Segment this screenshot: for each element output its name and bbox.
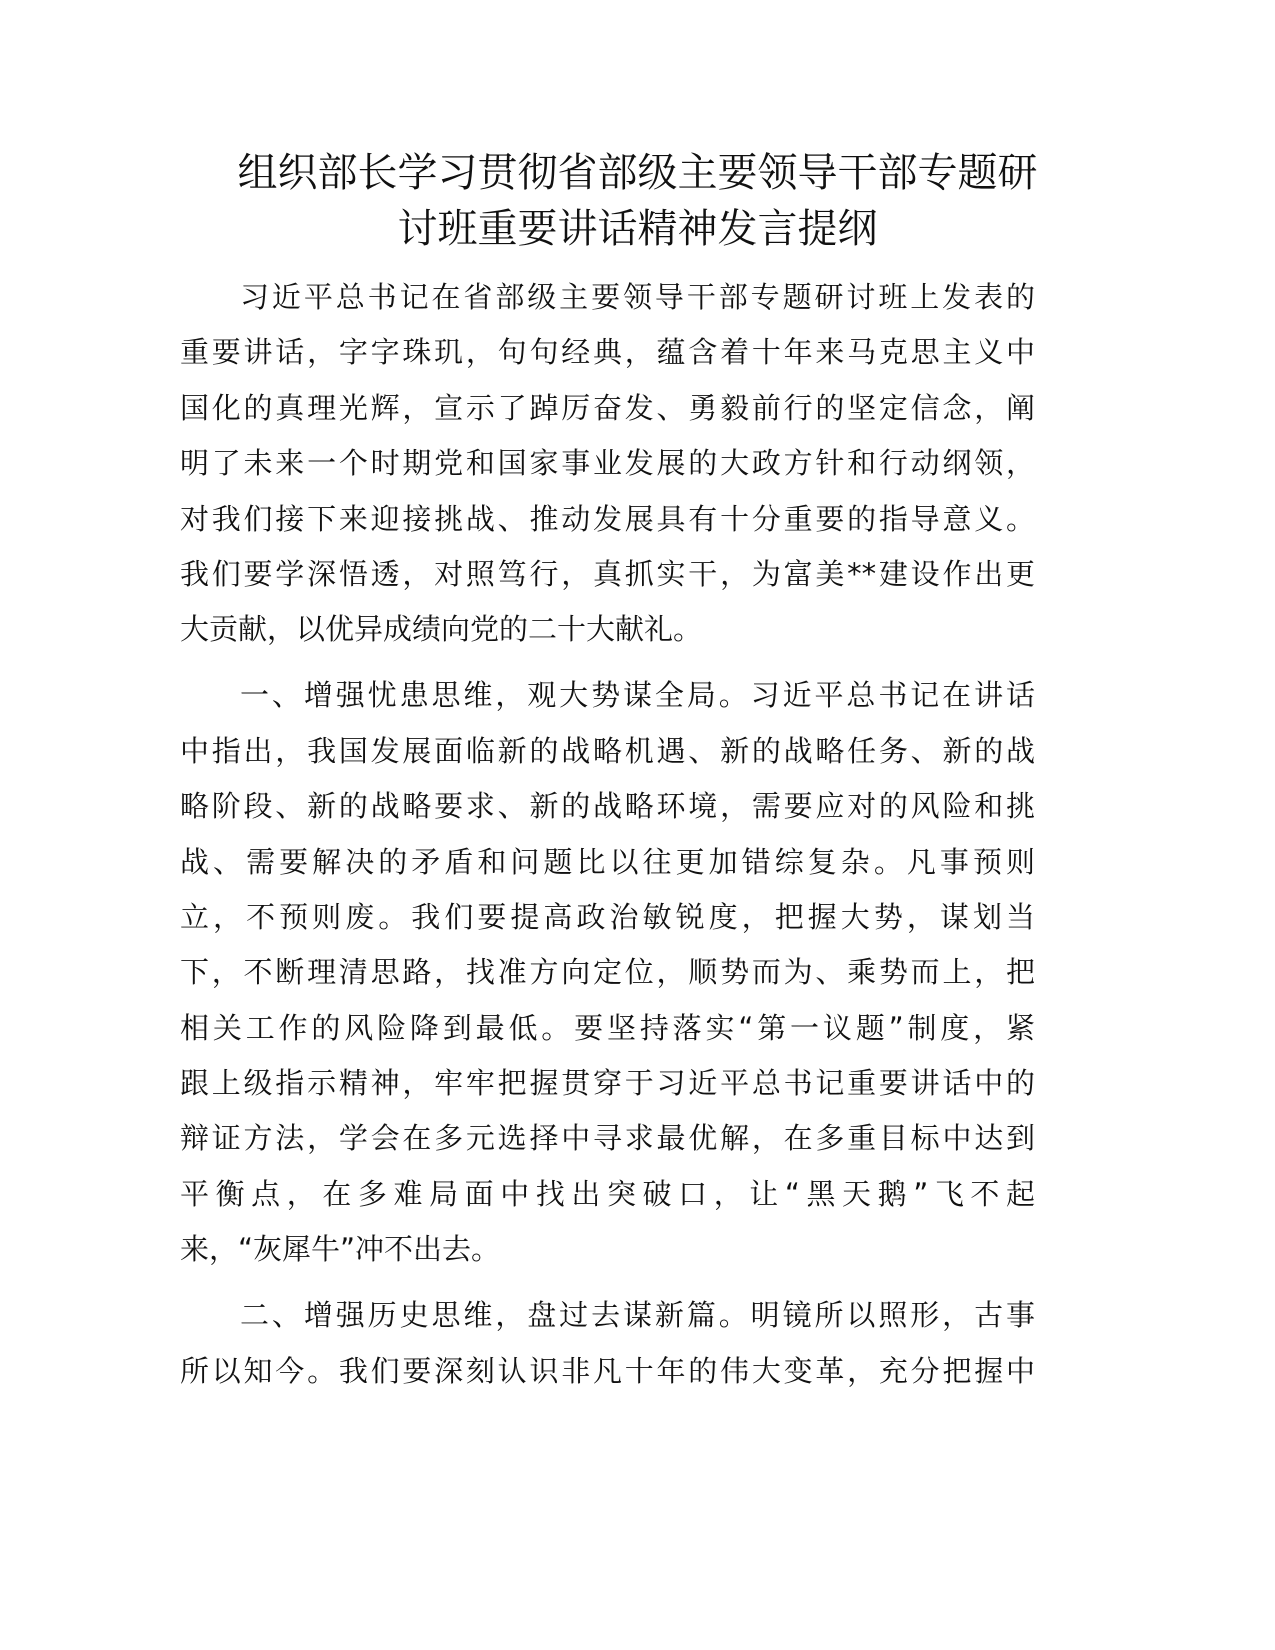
- paragraph-line: 战、需要解决的矛盾和问题比以往更加错综复杂。凡事预则: [180, 844, 1035, 879]
- title-line-2: 讨班重要讲话精神发言提纲: [397, 206, 878, 252]
- paragraph-line: 中指出，我国发展面临新的战略机遇、新的战略任务、新的战: [180, 733, 1035, 768]
- paragraph-line: 明了未来一个时期党和国家事业发展的大政方针和行动纲领，: [180, 446, 1035, 481]
- paragraph: [180, 270, 1035, 658]
- document-title: [150, 145, 1125, 257]
- paragraph-line: 习近平总书记在省部级主要领导干部专题研讨班上发表的: [240, 280, 1035, 314]
- paragraph-line: 对我们接下来迎接挑战、推动发展具有十分重要的指导意义。: [180, 501, 1035, 536]
- paragraph: [180, 1288, 1035, 1399]
- paragraph-line: 国化的真理光辉，宣示了踔厉奋发、勇毅前行的坚定信念，阐: [180, 390, 1035, 425]
- document-body: [180, 270, 1035, 1410]
- paragraph-line: 我们要学深悟透，对照笃行，真抓实干，为富美**建设作出更: [180, 556, 1035, 591]
- paragraph-line: 立，不预则废。我们要提高政治敏锐度，把握大势，谋划当: [180, 899, 1035, 934]
- title-line-1: 组织部长学习贯彻省部级主要领导干部专题研: [237, 150, 1038, 196]
- paragraph-line: 跟上级指示精神，牢牢把握贯穿于习近平总书记重要讲话中的: [180, 1066, 1035, 1101]
- paragraph: [180, 668, 1035, 1277]
- paragraph-line: 大贡献，以优异成绩向党的二十大献礼。: [180, 612, 703, 647]
- paragraph-line: 下，不断理清思路，找准方向定位，顺势而为、乘势而上，把: [180, 955, 1035, 990]
- paragraph-line: 一、增强忧患思维，观大势谋全局。习近平总书记在讲话: [240, 678, 1035, 713]
- paragraph-line: 重要讲话，字字珠玑，句句经典，蕴含着十年来马克思主义中: [180, 335, 1035, 370]
- paragraph-line: 略阶段、新的战略要求、新的战略环境，需要应对的风险和挑: [180, 789, 1035, 824]
- paragraph-line: 相关工作的风险降到最低。要坚持落实“第一议题”制度，紧: [180, 1010, 1035, 1045]
- paragraph-line: 二、增强历史思维，盘过去谋新篇。明镜所以照形，古事: [240, 1298, 1035, 1333]
- paragraph-line: 来，“灰犀牛”冲不出去。: [180, 1232, 501, 1267]
- paragraph-line: 所以知今。我们要深刻认识非凡十年的伟大变革，充分把握中: [180, 1353, 1035, 1388]
- paragraph-line: 辩证方法，学会在多元选择中寻求最优解，在多重目标中达到: [180, 1121, 1035, 1156]
- paragraph-line: 平衡点，在多难局面中找出突破口，让“黑天鹅”飞不起: [180, 1176, 1035, 1211]
